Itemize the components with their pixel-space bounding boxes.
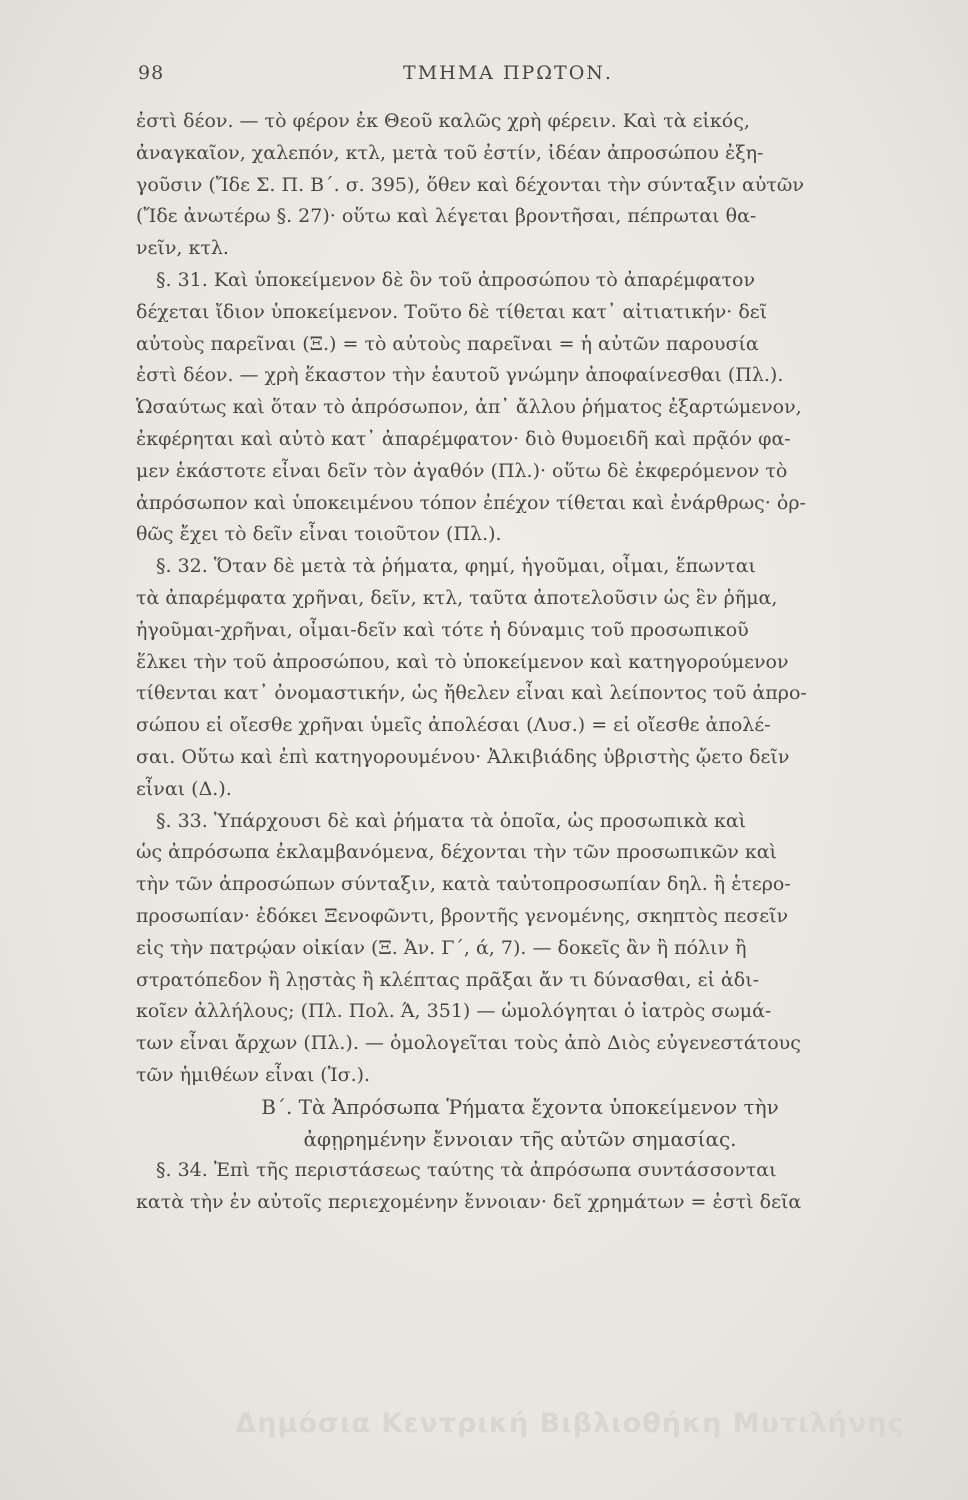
text-line: τὴν τῶν ἀπροσώπων σύνταξιν, κατὰ ταὐτοπροσωπίαν δηλ. ἢ ἑτερο- — [136, 873, 791, 896]
text-line: ἡγοῦμαι-χρῆναι, οἶμαι-δεῖν καὶ τότε ἡ δύναμις τοῦ προσωπικοῦ — [136, 618, 749, 641]
text-line: κοῖεν ἀλλήλους; (Πλ. Πολ. Ά, 351) — ὡμολόγηται ὁ ἰατρὸς σωμά- — [136, 1000, 772, 1023]
text-line: σαι. Οὕτω καὶ ἐπὶ κατηγορουμένου· Ἀλκιβιάδης ὑβριστὴς ᾤετο δεῖν — [136, 745, 790, 768]
text-line: γοῦσιν (Ἴδε Σ. Π. Β΄. σ. 395), ὅθεν καὶ δέχονται τὴν σύνταξιν αὐτῶν — [136, 173, 804, 196]
section-heading: Β΄. Τὰ Ἀπρόσωπα Ῥήματα ἔχοντα ὑποκείμενον τὴν — [261, 1094, 779, 1119]
text-line: ἐστὶ δέον. — τὸ φέρον ἐκ Θεοῦ καλῶς χρὴ φέρειν. Καὶ τὰ εἰκός, — [136, 110, 750, 132]
text-line: ἀπρόσωπον καὶ ὑποκειμένου τόπον ἐπέχον τίθεται καὶ ἐνάρθρως· ὀρ- — [136, 491, 806, 514]
text-line: (Ἴδε ἀνωτέρω §. 27)· οὕτω καὶ λέγεται βροντῆσαι, πέπρωται θα- — [136, 205, 757, 228]
page-header — [138, 62, 878, 92]
text-line: δέχεται ἴδιον ὑποκείμενον. Τοῦτο δὲ τίθεται κατ᾽ αἰτιατικήν· δεῖ — [136, 300, 768, 323]
text-line: ἕλκει τὴν τοῦ ἀπροσώπου, καὶ τὸ ὑποκείμενον καὶ κατηγορούμενον — [136, 650, 789, 673]
text-line: §. 32. Ὅταν δὲ μετὰ τὰ ῥήματα, φημί, ἡγοῦμαι, οἶμαι, ἕπωνται — [156, 555, 756, 578]
text-line: §. 34. Ἐπὶ τῆς περιστάσεως ταύτης τὰ ἀπρόσωπα συντάσσονται — [156, 1159, 777, 1182]
text-line: ἐστὶ δέον. — χρὴ ἕκαστον τὴν ἑαυτοῦ γνώμην ἀποφαίνεσθαι (Πλ.). — [136, 364, 784, 387]
text-line: ἐκφέρηται καὶ αὐτὸ κατ᾽ ἀπαρέμφατον· διὸ θυμοειδῆ καὶ πρᾷόν φα- — [136, 427, 791, 450]
text-line: τίθενται κατ᾽ ὀνομαστικήν, ὡς ἤθελεν εἶναι καὶ λείποντος τοῦ ἀπρο- — [136, 682, 807, 705]
text-line: των εἶναι ἄρχων (Πλ.). — ὁμολογεῖται τοὺς ἀπὸ Διὸς εὐγενεστάτους — [136, 1032, 801, 1055]
text-line: στρατόπεδον ἢ λῃστὰς ἢ κλέπτας πρᾶξαι ἄν τι δύνασθαι, εἰ ἀδι- — [136, 968, 760, 991]
text-line: τὰ ἀπαρέμφατα χρῆναι, δεῖν, κτλ, ταῦτα ἀποτελοῦσιν ὡς ἓν ῥῆμα, — [136, 586, 778, 609]
text-line: νεῖν, κτλ. — [136, 237, 229, 260]
text-line: §. 31. Καὶ ὑποκείμενον δὲ ὃν τοῦ ἀπροσώπου τὸ ἀπαρέμφατον — [156, 268, 756, 291]
page-number: 98 — [138, 62, 165, 84]
text-line: §. 33. Ὑπάρχουσι δὲ καὶ ῥήματα τὰ ὁποῖα, ὡς προσωπικὰ καὶ — [156, 809, 747, 832]
section-heading: ἀφῃρημένην ἔννοιαν τῆς αὐτῶν σημασίας. — [303, 1126, 737, 1151]
page-body — [136, 106, 904, 1219]
text-line: ὡς ἀπρόσωπα ἐκλαμβανόμενα, δέχονται τὴν τῶν προσωπικῶν καὶ — [136, 841, 777, 864]
text-line: εἶναι (Δ.). — [136, 777, 232, 800]
text-line: Ὡσαύτως καὶ ὅταν τὸ ἀπρόσωπον, ἀπ᾽ ἄλλου ῥήματος ἐξαρτώμενον, — [136, 396, 802, 419]
library-watermark: Δημόσια Κεντρική Βιβλιοθήκη Μυτιλήνης — [235, 1408, 905, 1439]
running-head: ΤΜΗΜΑ ΠΡΩΤΟΝ. — [403, 62, 613, 84]
text-line: αὐτοὺς παρεῖναι (Ξ.) = τὸ αὐτοὺς παρεῖναι = ἡ αὐτῶν παρουσία — [136, 332, 759, 355]
text-line: εἰς τὴν πατρῴαν οἰκίαν (Ξ. Ἀν. Γ΄, ά, 7). — δοκεῖς ἂν ἢ πόλιν ἢ — [136, 936, 747, 959]
text-line: ἀναγκαῖον, χαλεπόν, κτλ, μετὰ τοῦ ἐστίν, ἰδέαν ἀπροσώπου ἐξη- — [136, 141, 764, 164]
text-line: σώπου εἰ οἴεσθε χρῆναι ὑμεῖς ἀπολέσαι (Λυσ.) = εἰ οἴεσθε ἀπολέ- — [136, 714, 771, 737]
text-line: κατὰ τὴν ἐν αὐτοῖς περιεχομένην ἔννοιαν· δεῖ χρημάτων = ἐστὶ δεῖα — [136, 1191, 802, 1214]
text-line: μεν ἑκάστοτε εἶναι δεῖν τὸν ἀγαθόν (Πλ.)· οὕτω δὲ ἐκφερόμενον τὸ — [136, 459, 788, 482]
text-line: θῶς ἔχει τὸ δεῖν εἶναι τοιοῦτον (Πλ.). — [136, 523, 502, 546]
text-line: τῶν ἡμιθέων εἶναι (Ἰσ.). — [136, 1063, 371, 1086]
text-line: προσωπίαν· ἐδόκει Ξενοφῶντι, βροντῆς γενομένης, σκηπτὸς πεσεῖν — [136, 904, 789, 927]
